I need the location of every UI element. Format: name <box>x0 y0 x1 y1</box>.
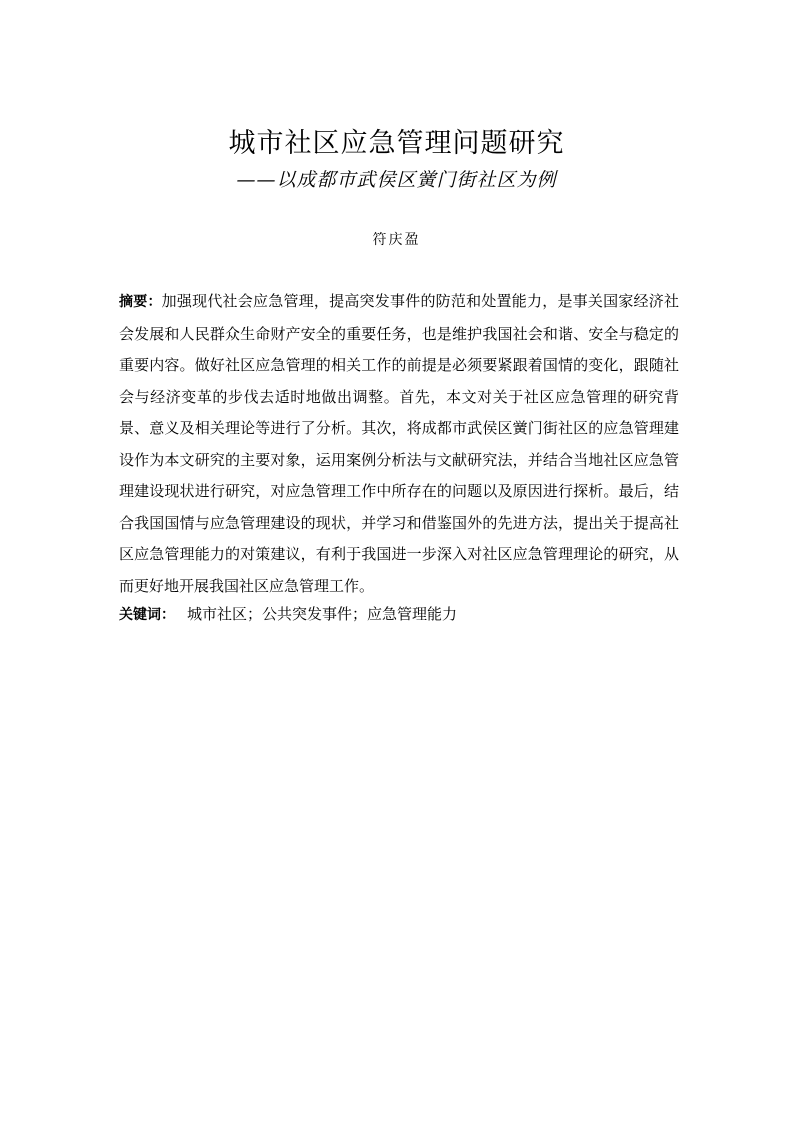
author-name: 符庆盈 <box>372 232 421 248</box>
abstract-label: 摘要： <box>119 294 162 310</box>
keywords-text: 城市社区；公共突发事件；应急管理能力 <box>187 605 458 623</box>
abstract-paragraph <box>119 286 679 602</box>
keywords-line <box>119 599 679 632</box>
paper-subtitle: ——以成都市武侯区黉门街社区为例 <box>236 169 557 191</box>
paper-title: 城市社区应急管理问题研究 <box>228 128 565 159</box>
abstract-text: 加强现代社会应急管理，提高突发事件的防范和处置能力，是事关国家经济社会发展和人民群众生命财产安全的重要任务，也是维护我国社会和谐、安全与稳定的重要内容。做好社区应急管理的相关工作的前提是必须要紧跟着国情的变化，跟随社会与经济变革的步伐去适时地做出调整。首先，本文对关于社区应急管理的研究背景、意义及相关理论等进行了分析。其次，将成都市武侯区黉门街社区的应急管理建设作为本文研究的主要对象，运用案例分析法与文献研究法，并结合当地社区应急管理建设现状进行研究，对应急管理工作中所存在的问题以及原因进行探析。最后，结合我国国情与应急管理建设的现状，并学习和借鉴国外的先进方法，提出关于提高社区应急管理能力的对策建议，有利于我国进一步深入对社区应急管理理论的研究，从而更好地开展我国社区应急管理工作。 <box>119 292 679 595</box>
keywords-label: 关键词： <box>119 607 175 623</box>
